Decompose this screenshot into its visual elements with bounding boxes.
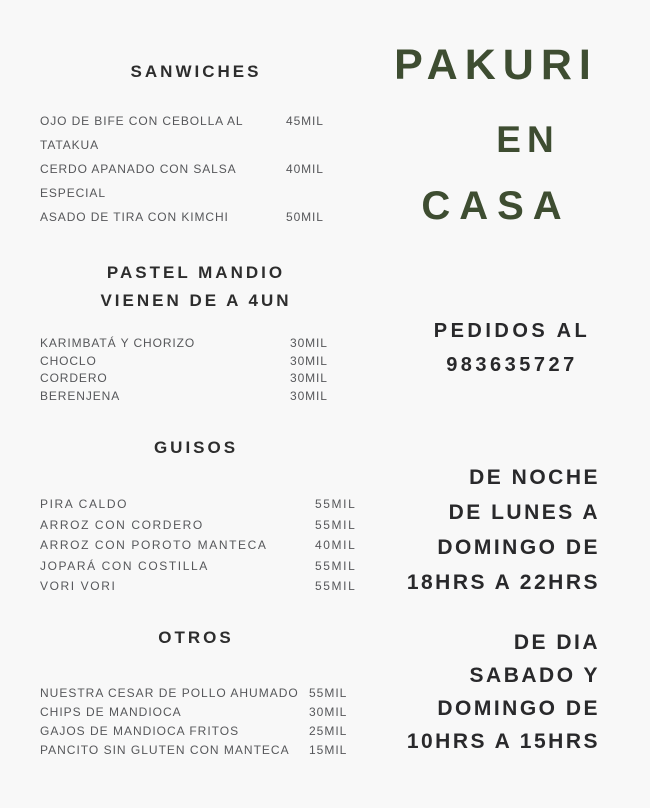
item-name: GAJOS DE MANDIOCA FRITOS: [40, 723, 240, 738]
schedule-line: SABADO Y: [469, 664, 600, 687]
menu-item: [40, 703, 352, 722]
schedule-line: DE NOCHE: [469, 466, 600, 489]
item-price: 40MIL: [286, 162, 324, 176]
item-price: 55MIL: [315, 517, 357, 532]
schedule-line: DE LUNES A: [448, 501, 600, 524]
section-items: [40, 109, 352, 229]
menu-item: [40, 515, 357, 536]
brand-title: [370, 40, 622, 228]
item-price: 30MIL: [290, 353, 328, 368]
menu-item: [40, 684, 352, 703]
menu-item: [40, 388, 352, 406]
item-price: 30MIL: [290, 371, 328, 385]
section-title: GUISOS: [153, 438, 239, 457]
item-price: 55MIL: [315, 579, 357, 593]
item-name: PANCITO SIN GLUTEN CON MANTECA: [40, 742, 290, 757]
item-name: CHOCLO: [40, 353, 97, 368]
orders-block: [386, 314, 638, 382]
menu-section-otros: [40, 624, 352, 760]
section-title: SANWICHES: [130, 62, 262, 81]
item-price: 55MIL: [315, 558, 357, 573]
item-name: BERENJENA: [40, 388, 121, 403]
menu-item: [40, 722, 352, 741]
orders-phone: 983635727: [446, 354, 578, 376]
item-name: ARROZ CON CORDERO: [40, 517, 204, 532]
section-items: [40, 684, 352, 760]
menu-item: [40, 370, 352, 388]
item-name: VORI VORI: [40, 579, 117, 593]
item-name: CHIPS DE MANDIOCA: [40, 704, 182, 719]
menu-item: [40, 556, 357, 577]
menu-item: [40, 535, 357, 556]
menu-item: [40, 109, 352, 157]
info-column: [370, 40, 622, 758]
menu-item: [40, 353, 352, 371]
item-price: 15MIL: [309, 742, 348, 757]
schedule-line: DOMINGO DE: [437, 536, 600, 559]
item-price: 55MIL: [309, 685, 348, 700]
menu-item: [40, 335, 352, 353]
section-title: OTROS: [158, 627, 234, 647]
item-name: ASADO DE TIRA CON KIMCHI: [40, 210, 229, 224]
menu-item: [40, 157, 352, 205]
item-price: 30MIL: [290, 336, 328, 350]
item-price: 40MIL: [315, 538, 357, 552]
menu-section-guisos: [40, 434, 357, 597]
item-price: 50MIL: [286, 210, 324, 224]
menu-section-pastel-mandio: [40, 259, 352, 405]
item-name: KARIMBATÁ Y CHORIZO: [40, 336, 196, 350]
schedule-line: DOMINGO DE: [437, 697, 600, 720]
item-name: ARROZ CON POROTO MANTECA: [40, 538, 268, 552]
item-name: CORDERO: [40, 371, 108, 385]
menu-item: [40, 576, 357, 597]
menu-item: [40, 205, 352, 229]
item-name: JOPARÁ CON COSTILLA: [40, 558, 209, 573]
brand-line-casa: CASA: [421, 184, 571, 228]
brand-line-en: EN: [496, 119, 560, 160]
item-price: 25MIL: [309, 723, 348, 738]
brand-line-pakuri: PAKURI: [394, 41, 598, 89]
menu-item: [40, 741, 352, 760]
section-items: [40, 335, 352, 405]
orders-label: PEDIDOS AL: [433, 320, 591, 342]
schedule-night-block: [370, 460, 622, 600]
section-items: [40, 494, 357, 597]
item-name: NUESTRA CESAR DE POLLO AHUMADO: [40, 685, 299, 700]
item-price: 30MIL: [290, 388, 328, 403]
schedule-line: DE DIA: [513, 631, 600, 654]
schedule-line: 10HRS A 15HRS: [406, 730, 600, 753]
menu-section-sanwiches: [40, 58, 352, 229]
menu-column: [40, 58, 357, 760]
item-name: PIRA CALDO: [40, 497, 129, 511]
item-name: CERDO APANADO CON SALSA ESPECIAL: [40, 162, 236, 200]
section-subtitle: VIENEN DE A 4UN: [100, 291, 292, 310]
section-title: PASTEL MANDIO: [106, 263, 286, 282]
schedule-line: 18HRS A 22HRS: [406, 571, 600, 594]
schedule-day-block: [370, 626, 622, 758]
item-price: 30MIL: [309, 704, 348, 719]
item-price: 55MIL: [315, 497, 357, 511]
menu-item: [40, 494, 357, 515]
item-price: 45MIL: [286, 114, 324, 128]
item-name: OJO DE BIFE CON CEBOLLA AL TATAKUA: [40, 114, 244, 152]
